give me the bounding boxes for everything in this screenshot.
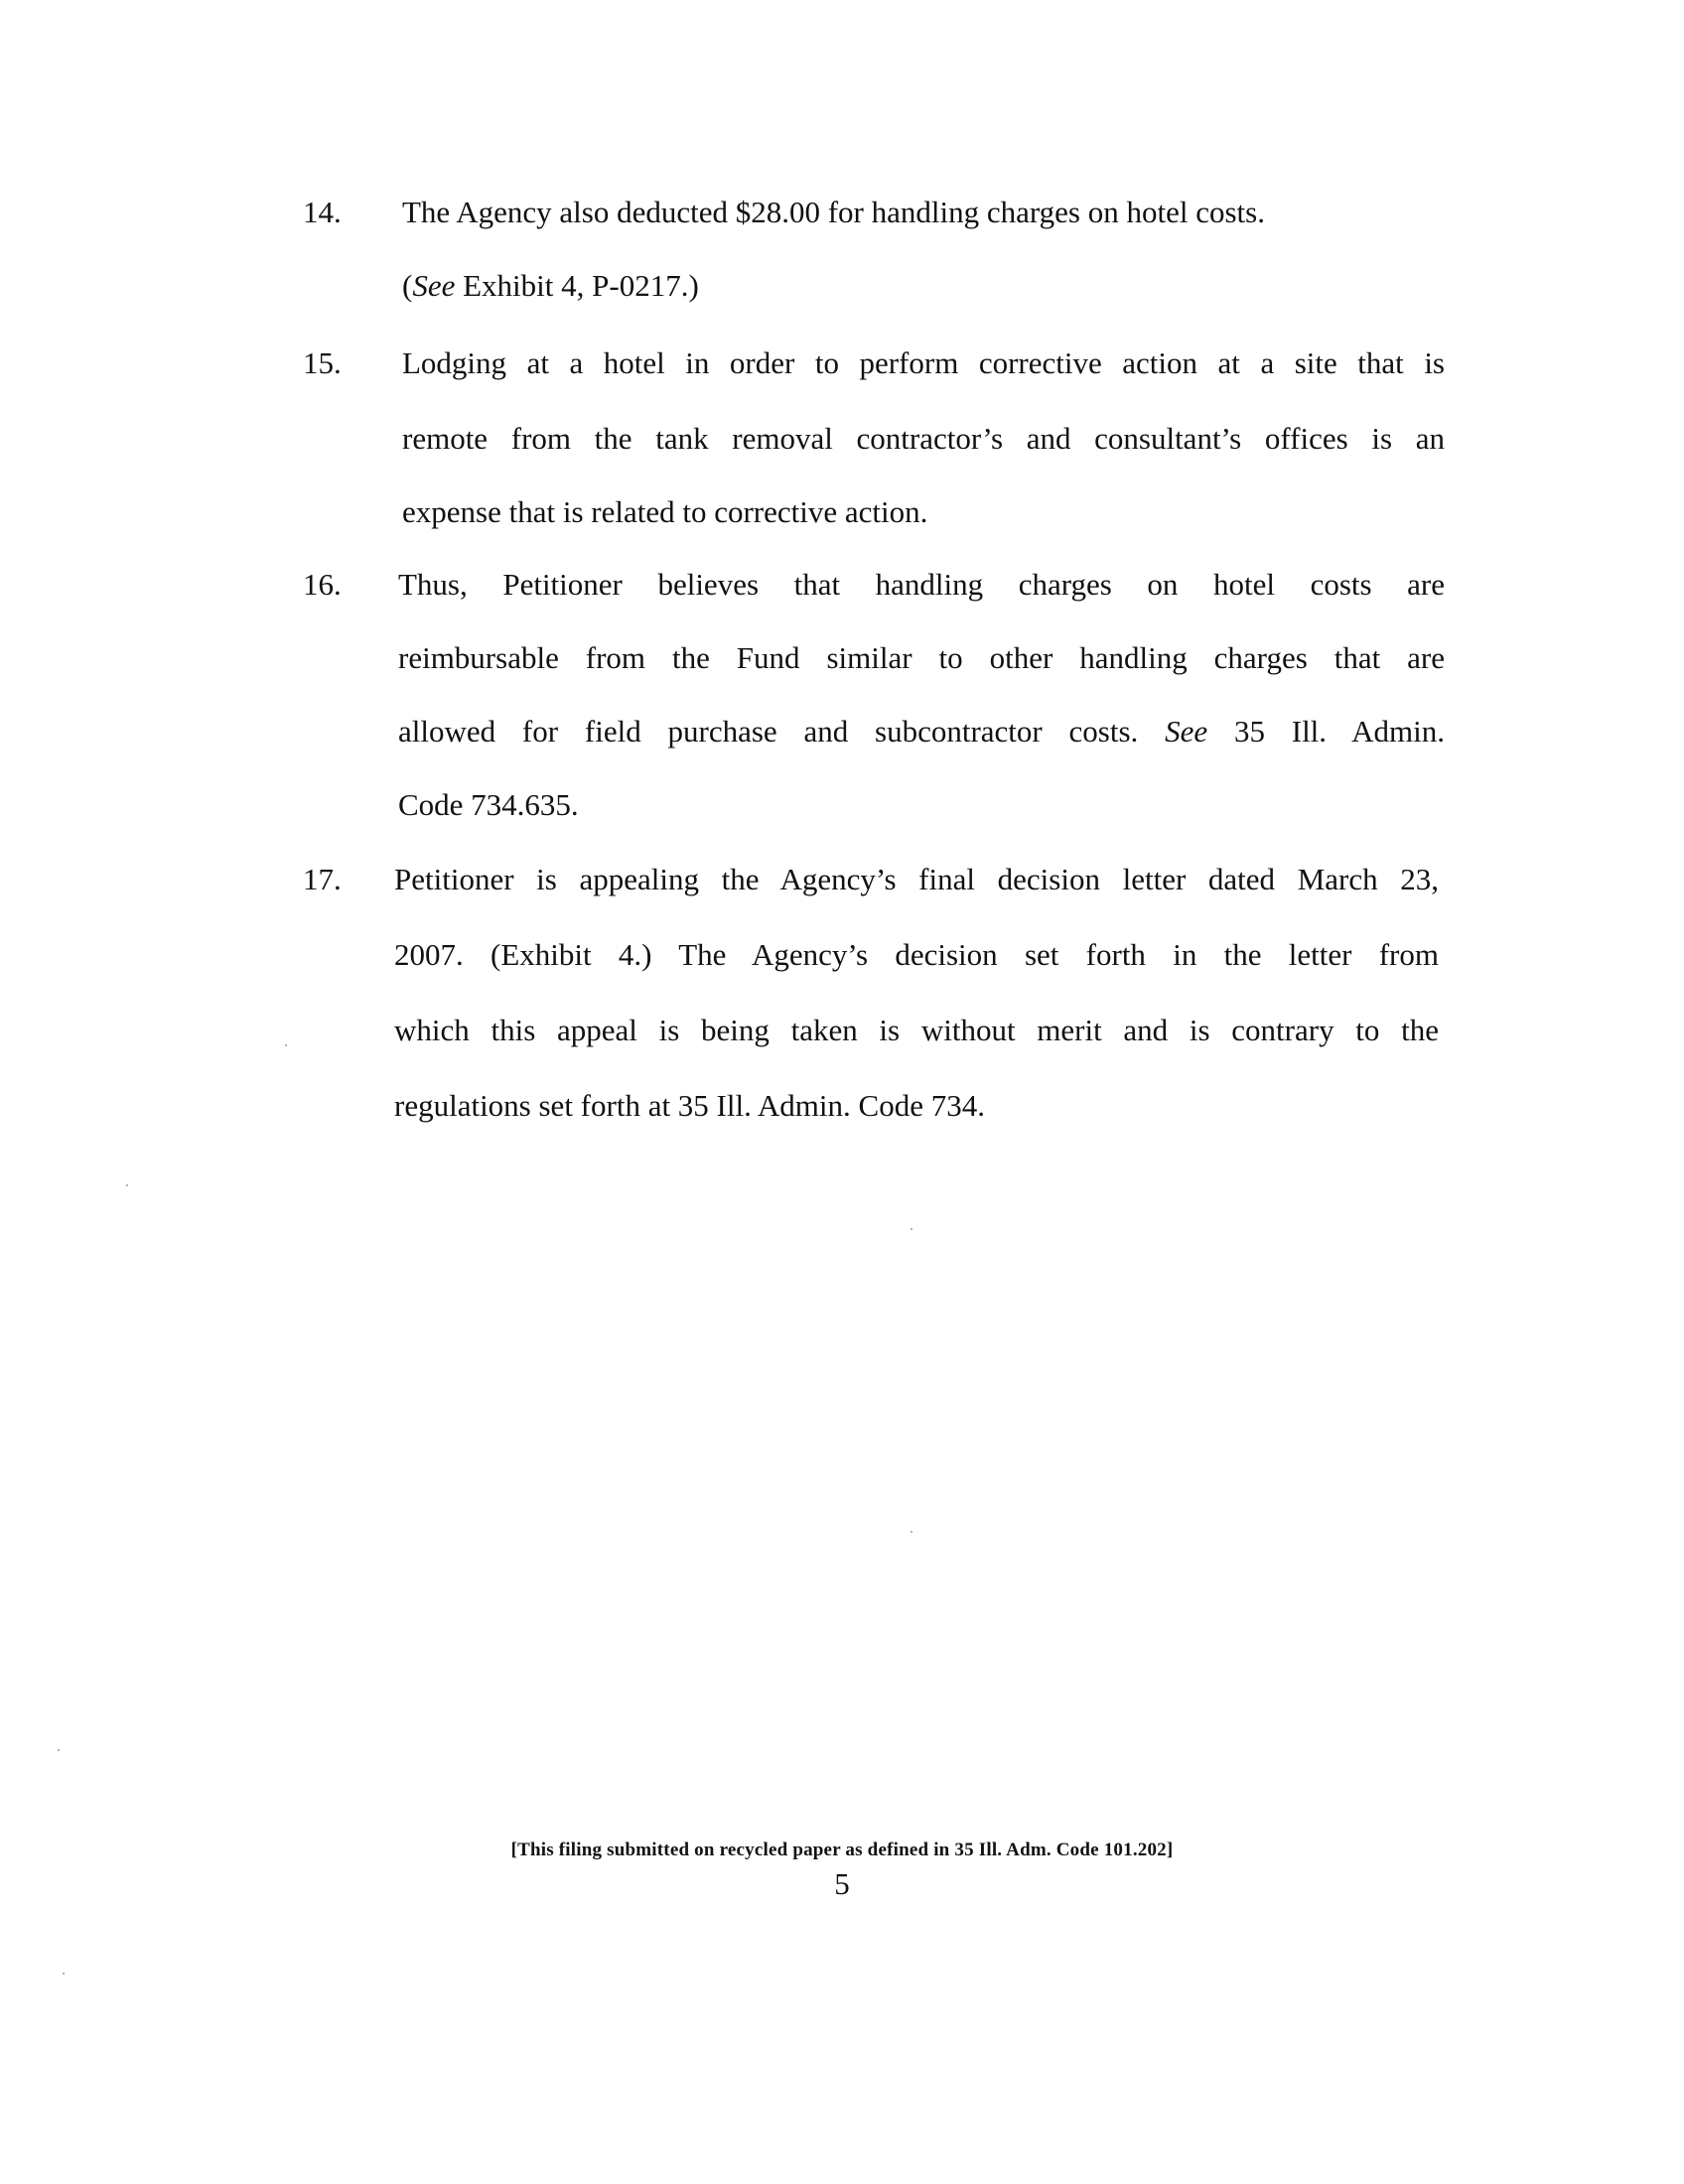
page-number: 5 <box>834 1866 850 1901</box>
paragraph-line <box>398 642 1445 673</box>
paragraph-line <box>394 1015 1439 1045</box>
text-run: 2007. (Exhibit 4.) The Agency’s decision set forth in the letter from <box>394 937 1439 972</box>
scan-speck <box>63 1973 65 1975</box>
italic-signal: See <box>1165 714 1208 749</box>
scan-speck <box>911 1228 912 1230</box>
scan-speck <box>911 1531 912 1533</box>
paragraph-line <box>402 270 699 301</box>
text-run: regulations set forth at 35 Ill. Admin. Code 734. <box>394 1088 985 1123</box>
italic-signal: See <box>412 268 456 303</box>
paragraph-line <box>394 864 1439 894</box>
paragraph-number: 17. <box>303 862 342 896</box>
paragraph-number: 16. <box>303 567 342 602</box>
recycled-paper-note: [This filing submitted on recycled paper as defined in 35 Ill. Adm. Code 101.202] <box>510 1840 1174 1860</box>
text-run: allowed for field purchase and subcontractor costs. <box>398 714 1166 749</box>
text-run: Exhibit 4, P-0217.) <box>455 268 699 303</box>
paragraph-line <box>398 789 579 820</box>
paragraph-line <box>402 197 1445 227</box>
paragraph-number: 14. <box>303 195 342 229</box>
paragraph-line <box>402 347 1445 378</box>
paragraph-line <box>394 1090 985 1121</box>
text-run: ( <box>402 268 413 303</box>
text-run: remote from the tank removal contractor’s and consultant’s offices is an <box>402 421 1445 456</box>
paragraph-line <box>398 569 1445 600</box>
paragraph-number: 15. <box>303 345 342 380</box>
paragraph-line <box>394 939 1439 970</box>
text-run: Petitioner is appealing the Agency’s final decision letter dated March 23, <box>394 862 1439 896</box>
text-run: which this appeal is being taken is without merit and is contrary to the <box>394 1013 1439 1047</box>
paragraph-line <box>398 716 1445 747</box>
paragraph-line <box>402 496 927 527</box>
text-run: Thus, Petitioner believes that handling charges on hotel costs are <box>398 567 1445 602</box>
text-run: 35 Ill. Admin. <box>1207 714 1446 749</box>
scan-speck <box>58 1749 60 1751</box>
text-run: reimbursable from the Fund similar to other handling charges that are <box>398 640 1445 675</box>
text-run: expense that is related to corrective action. <box>402 494 928 529</box>
paragraph-line <box>402 423 1445 454</box>
text-run: The Agency also deducted $28.00 for handling charges on hotel costs. <box>402 195 1265 229</box>
scan-speck <box>126 1184 128 1186</box>
scan-speck <box>285 1044 287 1046</box>
text-run: Code 734.635. <box>398 787 579 822</box>
text-run: Lodging at a hotel in order to perform corrective action at a site that is <box>402 345 1445 380</box>
